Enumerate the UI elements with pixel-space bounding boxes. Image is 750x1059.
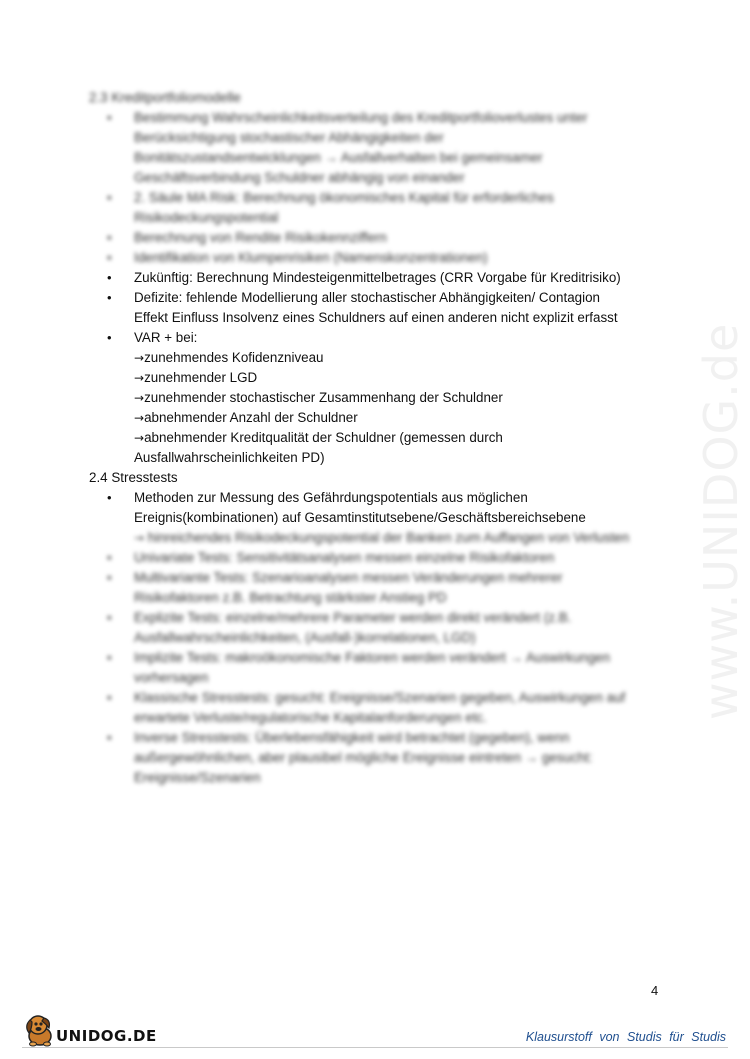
text-line: zunehmender LGD — [144, 370, 258, 385]
text-line: • Berechnung von Rendite Risikokennziffern — [134, 230, 387, 245]
list-item — [134, 328, 669, 448]
list-item — [134, 568, 669, 608]
text-line: erwartete Verluste/regulatorische Kapitalanforderungen etc. — [134, 710, 487, 725]
text-line: Ausfallwahrscheinlichkeiten PD) — [134, 450, 325, 465]
dog-mascot-icon — [22, 1012, 58, 1048]
text-line: außergewöhnlichen, aber plausibel mögliche Ereignisse eintreten → gesucht: — [134, 750, 593, 765]
text-line: • Explizite Tests: einzelne/mehrere Parameter werden direkt verändert (z.B. — [134, 610, 572, 625]
arrow-line — [134, 368, 669, 388]
text-line: Ausfallwahrscheinlichkeiten, (Ausfall-)korrelationen, LGD) — [134, 630, 476, 645]
text-line: abnehmender Kreditqualität der Schuldner (gemessen durch — [144, 430, 503, 445]
list-item — [134, 608, 669, 648]
text-line: Effekt Einfluss Insolvenz eines Schuldners auf einen anderen nicht explizit erfasst — [134, 310, 618, 325]
arrow-icon: → — [134, 351, 145, 365]
arrow-icon: → — [134, 371, 145, 385]
list-item — [134, 228, 669, 248]
text-line: abnehmender Anzahl der Schuldner — [144, 410, 358, 425]
arrow-line — [134, 528, 669, 548]
text-line: Ereignisse/Szenarien — [134, 770, 261, 785]
text-line: zunehmender stochastischer Zusammenhang der Schuldner — [144, 390, 503, 405]
text-line: Berücksichtigung stochastischer Abhängigkeiten der — [134, 130, 444, 145]
list-item — [134, 188, 669, 228]
page-content — [89, 88, 669, 788]
list-item — [134, 248, 669, 268]
list-item — [134, 268, 669, 288]
bullet-list-2-3 — [89, 108, 669, 448]
text-line: • VAR + bei: — [134, 330, 198, 345]
list-item — [134, 548, 669, 568]
list-item — [134, 288, 669, 328]
text-line: • Defizite: fehlende Modellierung aller stochastischer Abhängigkeiten/ Contagion — [134, 290, 600, 305]
watermark: www.UNIDOG.de — [694, 322, 748, 720]
text-line: vorhersagen — [134, 670, 209, 685]
text-line: • Klassische Stresstests: gesucht: Ereignisse/Szenarien gegeben, Auswirkungen auf — [134, 690, 626, 705]
footer-divider — [22, 1047, 728, 1048]
list-item — [134, 688, 669, 728]
text-line: • Inverse Stresstests: Überlebensfähigkeit wird betrachtet (gegeben), wenn — [134, 730, 570, 745]
arrow-icon: → — [134, 431, 145, 445]
text-line: • Multivariante Tests: Szenarioanalysen messen Veränderungen mehrerer — [134, 570, 563, 585]
text-line: • Univariate Tests: Sensitivitätsanalysen messen einzelne Risikofaktoren — [134, 550, 555, 565]
page-number: 4 — [651, 983, 659, 998]
text-line: Risikofaktoren z.B. Betrachtung stärkster Anstieg PD — [134, 590, 447, 605]
arrow-line — [134, 408, 669, 428]
text-line: • 2. Säule MA Risk: Berechnung ökonomisches Kapital für erforderliches — [134, 190, 554, 205]
bullet-list-2-4 — [89, 488, 669, 788]
list-item — [134, 108, 669, 188]
section-heading-2-4: 2.4 Stresstests — [89, 470, 178, 485]
arrow-icon: → — [134, 411, 145, 425]
footer-tagline: Klausurstoff von Studis für Studis — [525, 1030, 726, 1044]
text-line: Geschäftsverbindung Schuldner abhängig von einander — [134, 170, 465, 185]
list-item — [134, 728, 669, 788]
text-line: • Implizite Tests: makroökonomische Faktoren werden verändert → Auswirkungen — [134, 650, 611, 665]
text-line: • Identifikation von Klumpenrisiken (Namenskonzentrationen) — [134, 250, 488, 265]
text-line: hinreichendes Risikodeckungspotential der Banken zum Auffangen von Verlusten — [147, 530, 630, 545]
arrow-line — [134, 348, 669, 368]
text-line: • Methoden zur Messung des Gefährdungspotentials aus möglichen — [134, 490, 528, 505]
list-item — [134, 488, 669, 548]
arrow-icon: → — [134, 391, 145, 405]
section-heading-2-3: 2.3 Kreditportfoliomodelle — [89, 90, 241, 105]
arrow-line — [134, 428, 669, 448]
text-line: Ereignis(kombinationen) auf Gesamtinstitutsebene/Geschäftsbereichsebene — [134, 510, 586, 525]
text-line: Risikodeckungspotential — [134, 210, 279, 225]
text-line: zunehmendes Kofidenzniveau — [144, 350, 324, 365]
list-item — [134, 648, 669, 688]
text-line: Bonitätszustandsentwicklungen → Ausfallverhalten bei gemeinsamer — [134, 150, 543, 165]
arrow-icon: → — [134, 531, 145, 545]
logo-wordmark: UNIDOG.DE — [56, 1027, 157, 1045]
arrow-line — [134, 388, 669, 408]
text-line: • Zukünftig: Berechnung Mindesteigenmittelbetrages (CRR Vorgabe für Kreditrisiko) — [134, 270, 621, 285]
text-line: • Bestimmung Wahrscheinlichkeitsverteilung des Kreditportfolioverlustes unter — [134, 110, 588, 125]
